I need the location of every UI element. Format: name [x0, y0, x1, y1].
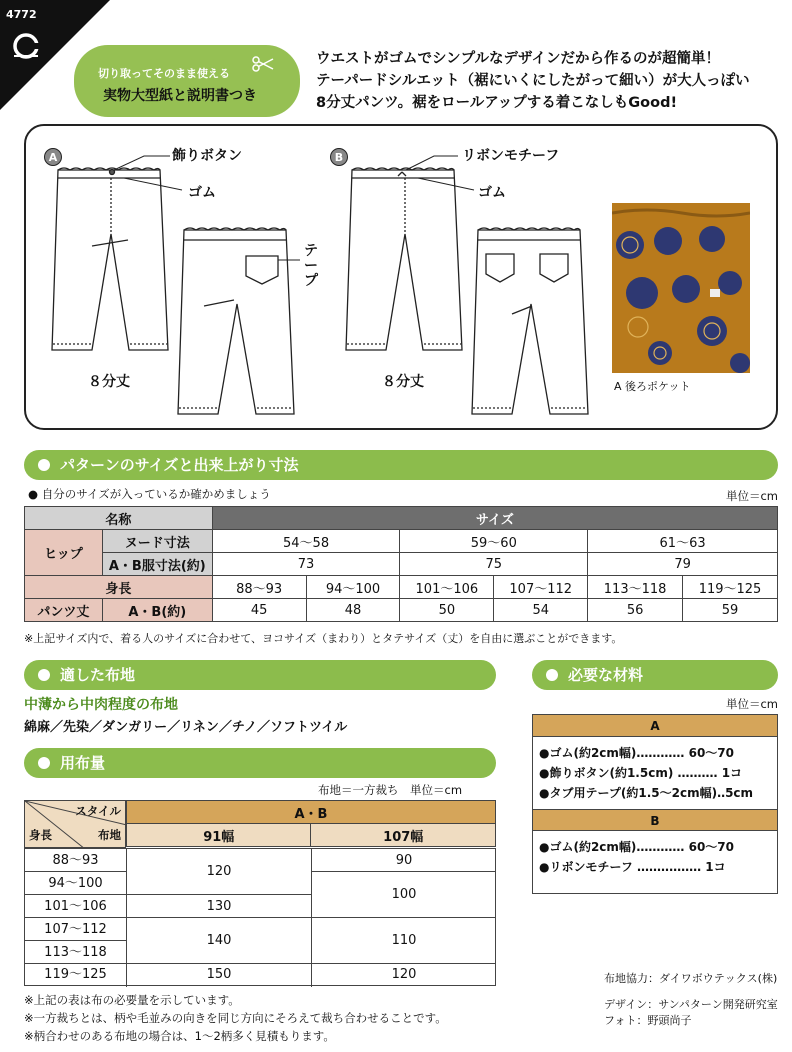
table-row: [25, 599, 778, 622]
banner: [74, 45, 300, 117]
table-cell: 90: [312, 849, 496, 872]
table-row: [25, 530, 778, 553]
w91-column: [127, 849, 312, 987]
table-cell: 75: [400, 553, 588, 576]
table-cell: 107〜112: [25, 918, 126, 941]
fabric-label: 布地: [98, 828, 121, 842]
callout-ribbon: リボンモチーフ: [462, 148, 560, 164]
credit-photo: フォト：野頭尚子: [604, 1014, 692, 1027]
table-cell: 130: [127, 895, 311, 918]
table-row: [127, 824, 496, 847]
pants-sub-label: A・B(約): [102, 599, 212, 622]
width-91: 91幅: [127, 824, 311, 847]
materials-b-list: [533, 831, 777, 877]
table-cell: 94〜100: [25, 872, 126, 895]
intro-line: ウエストがゴムでシンプルなデザインだから作るのが超簡単！: [316, 51, 721, 67]
banner-subtitle: 切り取ってそのまま使える: [98, 67, 230, 80]
size-section-title: パターンのサイズと出来上がり寸法: [60, 456, 299, 474]
photo-caption: A 後ろポケット: [614, 380, 691, 393]
list-item: ●リボンモチーフ ‥‥‥‥‥‥‥‥ 1コ: [539, 860, 726, 874]
pants-a-front: [52, 170, 168, 350]
scissors-icon: [252, 55, 274, 73]
w107-column: [312, 849, 496, 987]
yardage-section-header: [24, 748, 496, 778]
table-cell: 94〜100: [306, 576, 400, 599]
table-cell: 45: [212, 599, 306, 622]
credit-fabric: 布地協力：ダイワボウテックス(株): [604, 972, 778, 985]
header-size: サイズ: [212, 507, 777, 530]
fabric-section-header: [24, 660, 496, 690]
table-cell: 113〜118: [25, 941, 126, 964]
height-axis-label: 身長: [29, 828, 52, 842]
size-footnote: ※上記サイズ内で、着る人のサイズに合わせて、ヨコサイズ（まわり）とタテサイズ（丈）を自由に選ぶことができます。: [24, 632, 623, 645]
callout-elastic-b: ゴム: [478, 185, 506, 201]
pattern-number: 4772: [6, 8, 37, 21]
hip-label: ヒップ: [25, 530, 103, 576]
size-section-header: [24, 450, 778, 480]
back-pocket-photo: [612, 203, 750, 373]
intro-line: 8分丈パンツ。裾をロールアップする着こなしもGood!: [316, 95, 678, 111]
size-unit: 単位＝cm: [725, 489, 778, 503]
materials-a-list: [533, 737, 777, 803]
callout-tape: テープ: [304, 243, 318, 289]
table-cell: 88〜93: [25, 849, 126, 872]
table-cell: 113〜118: [588, 576, 683, 599]
table-cell: 101〜106: [25, 895, 126, 918]
table-cell: 88〜93: [212, 576, 306, 599]
table-cell: 59: [683, 599, 778, 622]
yardage-table: [126, 800, 496, 847]
list-item: ●飾りボタン(約1.5cm) ‥‥‥‥‥ 1コ: [539, 766, 743, 780]
style-value: A・B: [127, 801, 496, 824]
fabric-section-title: 適した布地: [60, 666, 136, 684]
table-cell: 54〜58: [212, 530, 400, 553]
list-item: ●ゴム(約2cm幅)‥‥‥‥‥‥ 60〜70: [539, 840, 735, 854]
callout-button: 飾りボタン: [172, 148, 242, 164]
yardage-note: ※上記の表は布の必要量を示しています。: [24, 993, 240, 1007]
pants-b-front: [346, 170, 462, 350]
table-cell: 119〜125: [683, 576, 778, 599]
variant-b-marker: B: [330, 148, 348, 166]
callout-elastic-a: ゴム: [188, 185, 216, 201]
fabric-pattern-image: [612, 203, 750, 373]
table-row: [25, 576, 778, 599]
table-cell: 50: [400, 599, 494, 622]
style-label: スタイル: [75, 804, 121, 818]
size-check-note: ● 自分のサイズが入っているか確かめましょう: [28, 487, 271, 501]
width-107: 107幅: [311, 824, 496, 847]
list-item: ●タブ用テープ(約1.5〜2cm幅)‥5cm: [539, 786, 754, 800]
table-cell: 56: [588, 599, 683, 622]
table-cell: 79: [588, 553, 778, 576]
materials-a-header: A: [533, 715, 777, 737]
yardage-note: ※一方裁ちとは、柄や毛並みの向きを同じ方向にそろえて裁ち合わせることです。: [24, 1011, 447, 1025]
pants-label: パンツ丈: [25, 599, 103, 622]
table-cell: 150: [206, 967, 232, 982]
materials-section-header: [532, 660, 778, 690]
table-cell: 59〜60: [400, 530, 588, 553]
yardage-subnote: 布地＝一方裁ち 単位＝cm: [318, 783, 463, 797]
banner-title: 実物大型紙と説明書つき: [103, 88, 257, 104]
table-row: [25, 553, 778, 576]
table-cell: 140: [127, 918, 311, 964]
table-cell: 101〜106: [400, 576, 494, 599]
variant-a-marker: A: [44, 148, 62, 166]
header-name: 名称: [25, 507, 213, 530]
yardage-body: [24, 848, 496, 986]
credit-design: デザイン：サンパターン開発研究室: [604, 998, 778, 1011]
yardage-section-title: 用布量: [60, 754, 106, 772]
table-cell: 100: [312, 872, 496, 918]
size-table: [24, 506, 778, 622]
table-row: [127, 801, 496, 824]
length-label-b: ８分丈: [382, 374, 424, 390]
logo-icon: [12, 32, 42, 60]
table-cell: 107〜112: [494, 576, 588, 599]
materials-unit: 単位＝cm: [725, 697, 778, 711]
materials-section-title: 必要な材料: [568, 666, 644, 684]
yardage-note: ※柄合わせのある布地の場合は、1〜2柄多く見積もります。: [24, 1029, 335, 1043]
intro-text: [316, 48, 786, 114]
yardage-corner-cell: [24, 800, 126, 848]
table-cell: 54: [494, 599, 588, 622]
table-cell: 48: [306, 599, 400, 622]
table-cell: 120: [127, 849, 311, 895]
length-label-a: ８分丈: [88, 374, 130, 390]
table-row: [25, 507, 778, 530]
table-cell: 120: [391, 967, 417, 982]
nude-label: ヌード寸法: [102, 530, 212, 553]
fabric-types: 綿麻／先染／ダンガリー／リネン／チノ／ソフトツイル: [24, 720, 348, 735]
materials-b-header: B: [533, 809, 777, 831]
height-column: [25, 849, 127, 987]
garment-label: A・B服寸法(約): [102, 553, 212, 576]
fabric-weight: 中薄から中肉程度の布地: [24, 697, 178, 713]
height-label: 身長: [25, 576, 213, 599]
table-cell: 73: [212, 553, 400, 576]
table-cell: 110: [312, 918, 496, 964]
table-cell: 61〜63: [588, 530, 778, 553]
list-item: ●ゴム(約2cm幅)‥‥‥‥‥‥ 60〜70: [539, 746, 735, 760]
intro-line: テーパードシルエット（裾にいくにしたがって細い）が大人っぽい: [316, 73, 750, 89]
materials-box: [532, 714, 778, 894]
table-cell: 119〜125: [44, 967, 107, 982]
